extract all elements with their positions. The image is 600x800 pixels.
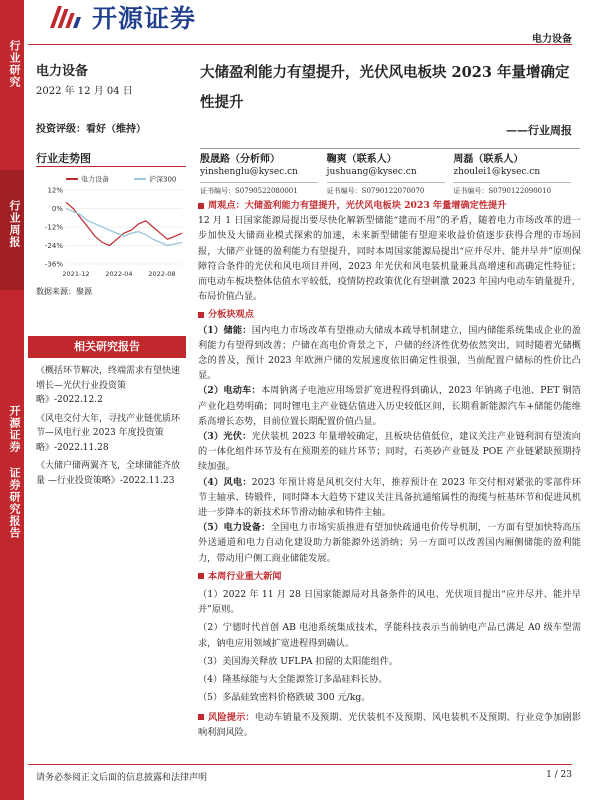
section-sub-view: 分板块观点 (198, 307, 581, 322)
news-item: （3）美国海关释放 UFLPA 扣留的太阳能组件。 (198, 655, 399, 667)
related-report-item[interactable]: 《概括环节解决，终端需求有望快速增长—光伏行业投资策略》-2022.12.2 (36, 366, 181, 405)
side-strip-middle-label: 行业周报 (8, 200, 21, 248)
related-report-item[interactable]: 《大储户储两翼齐飞，全球储能齐放量 —行业投资策略》-2022.11.23 (36, 461, 181, 486)
page-number: 1 / 23 (546, 770, 572, 780)
y-tick-label: 12% (47, 186, 63, 195)
sector-item: （1）储能：国内电力市场改革有望推动大储成本疏导机制建立，国内储能系统集成企业的盈利能力有望得到改善；户储在高电价背景之下，户储的经济性优势依然突出，同时随着光储概念的普及，预计 2023 年欧洲户储的发展速度依旧确定性很强，当前配置户储标的性价比凸显。 (198, 324, 581, 382)
x-tick-label: 2022-04 (105, 270, 133, 278)
author-card (200, 153, 327, 198)
author-email[interactable]: zhoulei1@kysec.cn (453, 167, 541, 177)
header-sector: 电力设备 (532, 34, 572, 45)
legend-label: 电力设备 (81, 175, 109, 184)
author-email[interactable]: yinshenglu@kysec.cn (200, 167, 298, 177)
y-tick-label: -24% (44, 242, 63, 250)
y-tick-label: 0% (51, 205, 63, 213)
authors-block (200, 148, 580, 198)
author-email[interactable]: jushuang@kysec.cn (326, 167, 417, 177)
related-report-item[interactable]: 《风电交付大年，寻找产业链优质环节—风电行业 2023 年度投资策略》-2022.11.28 (36, 413, 181, 453)
news-item: （2）宁德时代首创 AB 电池系统集成技术，孚能科技表示当前钠电产品已满足 A0 级车型需求，钠电应用领域扩宽进程得到确认。 (198, 622, 581, 649)
brand-name: 开源证券 (92, 4, 197, 33)
y-tick-label: -36% (44, 260, 63, 269)
logo-stripes-icon (50, 4, 86, 30)
sector-item: （5）电力设备：全国电力市场实质推进有望加快疏通电价传导机制，一方面有望加快特高压外送通道和电力自动化建设助力新能源外送消纳；另一方面可以改善国内厢侧储能的盈利能力，带动用户侧工商业储能发展。 (198, 522, 581, 564)
investment-rating: 投资评级：看好（维持） (36, 124, 146, 135)
trend-chart (36, 172, 186, 282)
news-list (198, 587, 581, 705)
square-bullet-icon (198, 312, 204, 318)
side-strip-bottom-label: 开源证券 证券研究报告 (8, 405, 21, 539)
side-strip-top-label: 行业研究 (8, 40, 21, 88)
trend-divider (36, 166, 186, 167)
weekly-view-text: 12 月 1 日国家能源局提出要尽快化解新型储能“建而不用”的矛盾，随着电力市场改革的进一步加快及大储商业模式探索的加速，未来新型储能有望迎来收益价值逐步获得合理的市场回报，大储产业链的盈利能力有望提升，同时本周国家能源局提出“应并尽并、能并早并”原则保障符合条件的光伏和风电项目并网，2023 年光伏和风电装机量兼具高增速和高确定性特征；而电动车板块整体估值水平较低，疫情防控政策优化有望刺激 2023 年国内电动车销量提升，布局价值凸显。 (198, 215, 581, 303)
report-title: 大储盈利能力有望提升，光伏风电板块 2023 年量增确定性提升 (200, 64, 570, 111)
chart-source: 数据来源：聚源 (36, 287, 92, 296)
related-reports-list (36, 364, 186, 492)
author-cert: 证书编号：S0790122070070 (327, 182, 445, 198)
trend-chart-title: 行业走势图 (36, 152, 91, 165)
legend-label: 沪深300 (149, 175, 177, 184)
square-bullet-icon (198, 573, 204, 579)
news-item: （5）多晶硅致密料价格跌破 300 元/kg。 (198, 692, 371, 704)
y-tick-label: -12% (44, 223, 63, 232)
sector-item: （4）风电：2023 年预计将是风机交付大年，推荐预计在 2023 年交付相对紧张的零部件环节主轴承、铸锻件，同时降本大趋势下建议关注具备抗通缩属性的海缆与桩基环节和促进风机进一步降本的新技术环节滑动轴承和铸件主轴。 (198, 476, 581, 519)
x-tick-label: 2022-08 (148, 270, 176, 278)
author-name: 周磊（联系人） (453, 154, 524, 165)
author-name: 殷晟路（分析师） (200, 154, 280, 165)
author-cert: 证书编号：S0790522080001 (200, 182, 318, 198)
news-item: （1）2022 年 11 月 28 日国家能源局对具备条件的风电、光伏项目提出“应并尽并、能并早并”原则。 (198, 589, 581, 616)
footer-divider (28, 764, 572, 765)
series-line (66, 202, 182, 245)
report-body (198, 195, 581, 740)
brand-logo (50, 2, 196, 32)
square-bullet-icon (198, 714, 204, 720)
section-news: 本周行业重大新闻 (198, 569, 581, 584)
footer-disclaimer: 请务必参阅正文后面的信息披露和法律声明 (36, 773, 208, 783)
sector-item: （2）电动车：本周钠离子电池应用场景扩宽进程得到确认，2023 年钠离子电池、PET 铜箔产业化趋势明确；同时锂电主产业链估值进入历史较低区间，长期看新能源汽车+储能仍能维系高增长态势，目前位置长期配置价值凸显。 (198, 385, 581, 427)
section-weekly-view: 周观点：大储盈利能力有望提升，光伏风电板块 2023 年量增确定性提升 (198, 198, 581, 213)
related-reports-header: 相关研究报告 (28, 336, 186, 358)
author-card (453, 153, 580, 198)
author-card (327, 153, 454, 198)
side-strip (0, 0, 24, 800)
risk-warning: 风险提示：电动车销量不及预期、光伏装机不及预期、风电装机不及预期、行业竞争加剧影响利润风险。 (198, 711, 582, 738)
author-name: 鞠爽（联系人） (326, 154, 397, 165)
report-date: 2022 年 12 月 04 日 (36, 86, 133, 97)
sector-name: 电力设备 (36, 64, 89, 79)
report-type: ——行业周报 (506, 124, 572, 137)
news-item: （4）隆基绿能与大全能源签订多晶硅料长协。 (198, 674, 388, 686)
sector-item: （3）光伏：光伏装机 2023 年量增较确定，且板块估值低位，建议关注产业链利润有望流向的一体化组件环节及有在预期差的硅片环节；同时，石英砂产业链及 POE 产业链紧缺预期持续加强。 (198, 431, 581, 473)
square-bullet-icon (198, 203, 204, 209)
author-cert: 证书编号：S0790122090010 (453, 182, 571, 198)
x-tick-label: 2021-12 (62, 270, 90, 278)
header-divider (28, 44, 572, 45)
